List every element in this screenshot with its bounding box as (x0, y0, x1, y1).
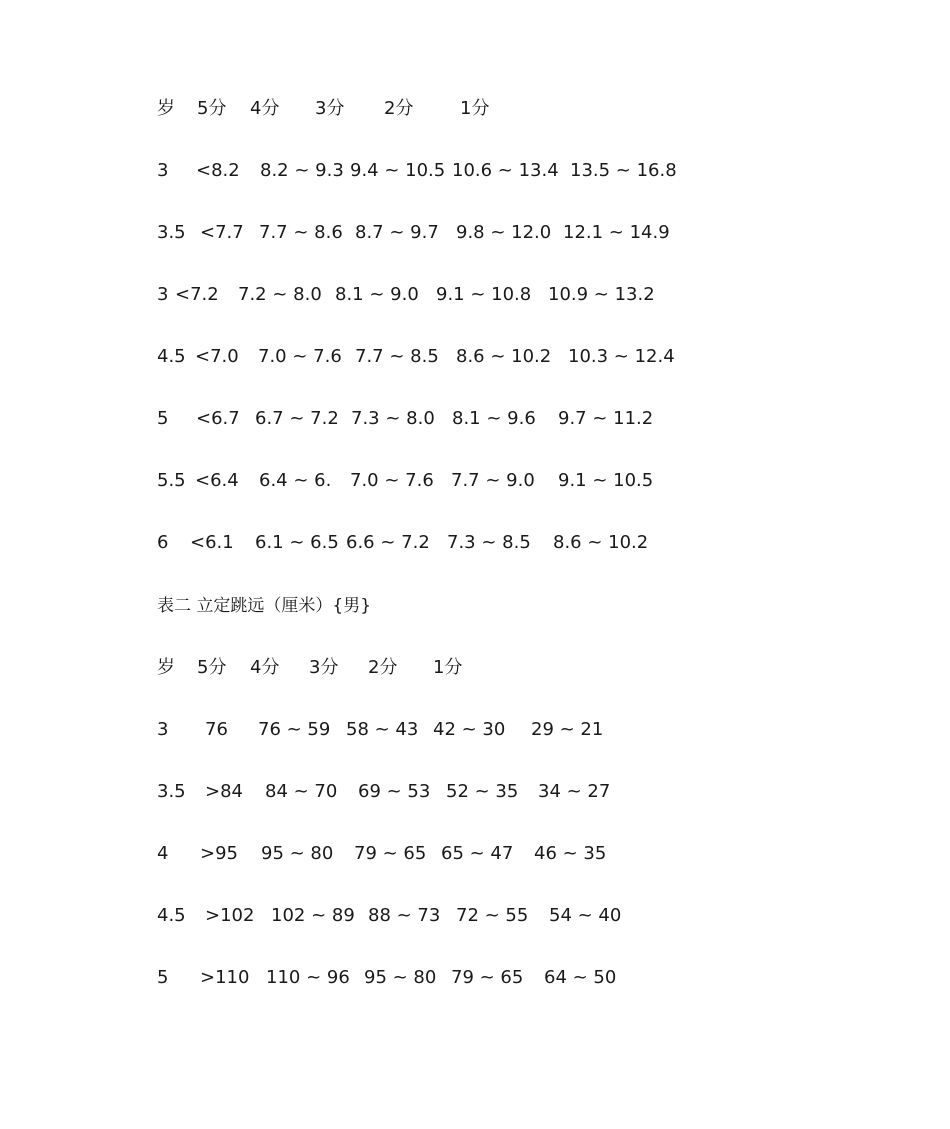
cell-score-5: <6.1 (190, 532, 234, 553)
cell-score-5: <6.7 (196, 408, 240, 429)
cell-score-3: 9.4 ~ 10.5 (350, 160, 446, 181)
cell-age: 5.5 (157, 470, 186, 491)
cell-score-1: 12.1 ~ 14.9 (563, 222, 670, 243)
cell-score-5: <7.2 (175, 284, 219, 305)
cell-age: 3.5 (157, 781, 186, 802)
header-age: 岁 (157, 657, 175, 678)
cell-score-5: >95 (200, 843, 238, 864)
cell-score-5: <8.2 (196, 160, 240, 181)
cell-score-2: 8.1 ~ 9.6 (452, 408, 536, 429)
header-score-4: 4分 (250, 657, 280, 678)
cell-score-2: 7.3 ~ 8.5 (447, 532, 531, 553)
cell-score-4: 110 ~ 96 (266, 967, 350, 988)
cell-score-3: 8.7 ~ 9.7 (355, 222, 439, 243)
cell-age: 3 (157, 719, 169, 740)
cell-score-3: 7.0 ~ 7.6 (350, 470, 434, 491)
cell-score-2: 7.7 ~ 9.0 (451, 470, 535, 491)
header-age: 岁 (157, 98, 175, 119)
cell-score-3: 58 ~ 43 (346, 719, 419, 740)
cell-score-2: 8.6 ~ 10.2 (456, 346, 552, 367)
cell-score-3: 88 ~ 73 (368, 905, 441, 926)
cell-score-4: 76 ~ 59 (258, 719, 331, 740)
cell-score-3: 7.7 ~ 8.5 (355, 346, 439, 367)
cell-score-2: 65 ~ 47 (441, 843, 514, 864)
header-score-3: 3分 (309, 657, 339, 678)
cell-score-5: <6.4 (195, 470, 239, 491)
cell-age: 4.5 (157, 346, 186, 367)
cell-score-1: 34 ~ 27 (538, 781, 611, 802)
cell-score-2: 52 ~ 35 (446, 781, 519, 802)
cell-score-4: 7.0 ~ 7.6 (258, 346, 342, 367)
cell-score-2: 9.8 ~ 12.0 (456, 222, 552, 243)
header-score-5: 5分 (197, 98, 227, 119)
cell-score-1: 9.1 ~ 10.5 (558, 470, 654, 491)
header-score-1: 1分 (433, 657, 463, 678)
cell-score-5: >110 (200, 967, 250, 988)
cell-score-3: 7.3 ~ 8.0 (351, 408, 435, 429)
cell-score-1: 10.3 ~ 12.4 (568, 346, 675, 367)
cell-score-5: >84 (205, 781, 243, 802)
cell-score-1: 29 ~ 21 (531, 719, 604, 740)
cell-score-5: >102 (205, 905, 255, 926)
cell-score-2: 72 ~ 55 (456, 905, 529, 926)
cell-age: 3 (157, 160, 169, 181)
cell-score-5: 76 (205, 719, 228, 740)
cell-age: 5 (157, 967, 169, 988)
cell-score-1: 54 ~ 40 (549, 905, 622, 926)
header-score-3: 3分 (315, 98, 345, 119)
header-score-5: 5分 (197, 657, 227, 678)
cell-score-1: 13.5 ~ 16.8 (570, 160, 677, 181)
cell-score-2: 10.6 ~ 13.4 (452, 160, 559, 181)
cell-score-1: 8.6 ~ 10.2 (553, 532, 649, 553)
cell-score-2: 42 ~ 30 (433, 719, 506, 740)
cell-score-4: 6.4 ~ 6. (259, 470, 332, 491)
cell-score-1: 9.7 ~ 11.2 (558, 408, 654, 429)
header-score-2: 2分 (384, 98, 414, 119)
cell-age: 6 (157, 532, 169, 553)
header-score-2: 2分 (368, 657, 398, 678)
cell-age: 5 (157, 408, 169, 429)
cell-score-4: 7.7 ~ 8.6 (259, 222, 343, 243)
cell-age: 4 (157, 843, 169, 864)
cell-score-4: 8.2 ~ 9.3 (260, 160, 344, 181)
cell-age: 3.5 (157, 222, 186, 243)
cell-score-2: 9.1 ~ 10.8 (436, 284, 532, 305)
cell-score-5: <7.7 (200, 222, 244, 243)
cell-score-4: 84 ~ 70 (265, 781, 338, 802)
cell-score-5: <7.0 (195, 346, 239, 367)
header-score-4: 4分 (250, 98, 280, 119)
cell-score-1: 10.9 ~ 13.2 (548, 284, 655, 305)
cell-score-4: 6.7 ~ 7.2 (255, 408, 339, 429)
cell-score-4: 102 ~ 89 (271, 905, 355, 926)
cell-score-3: 79 ~ 65 (354, 843, 427, 864)
cell-score-4: 6.1 ~ 6.5 (255, 532, 339, 553)
cell-score-4: 95 ~ 80 (261, 843, 334, 864)
cell-score-3: 95 ~ 80 (364, 967, 437, 988)
cell-score-4: 7.2 ~ 8.0 (238, 284, 322, 305)
cell-score-2: 79 ~ 65 (451, 967, 524, 988)
header-score-1: 1分 (460, 98, 490, 119)
cell-age: 3 (157, 284, 169, 305)
cell-score-3: 8.1 ~ 9.0 (335, 284, 419, 305)
cell-score-3: 6.6 ~ 7.2 (346, 532, 430, 553)
cell-score-1: 64 ~ 50 (544, 967, 617, 988)
cell-score-3: 69 ~ 53 (358, 781, 431, 802)
cell-age: 4.5 (157, 905, 186, 926)
cell-score-1: 46 ~ 35 (534, 843, 607, 864)
table-2-caption: 表二 立定跳远（厘米）{男} (157, 596, 372, 616)
